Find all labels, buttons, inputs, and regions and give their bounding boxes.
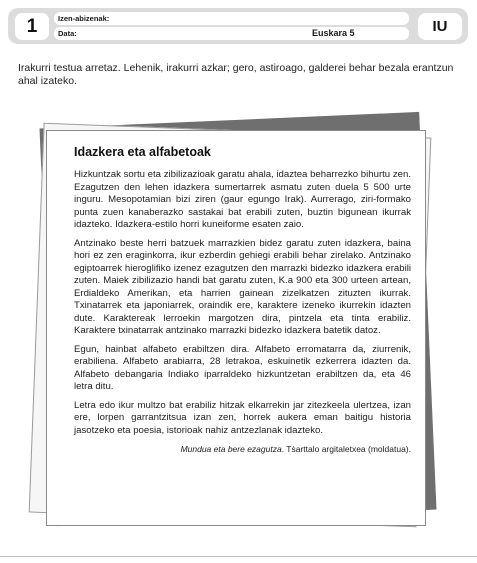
instruction-text: Irakurri testua arretaz. Lehenik, irakurri azkar; gero, astiroago, galderei behar bezala erantzun ahal izateko.	[18, 62, 454, 87]
subject-label: Euskara 5	[312, 28, 355, 38]
worksheet-header	[8, 8, 468, 44]
name-field[interactable]	[54, 12, 409, 25]
article-paragraph-3: Egun, hainbat alfabeto erabiltzen dira. Alfabeto erromatarra da, ziurrenik, erabiliena. Alfabeto arabiarra, 28 letrakoa, eskuinetik ezkerrera idazten da. Alfabeto debangaria Indiako iparraldeko hizkuntzetan erabiltzen da, eta 46 letra ditu.	[74, 343, 411, 392]
article-paragraph-4: Letra edo ikur multzo bat erabiliz hitzak elkarrekin jar zitezkeela ulertzea, izan ere, lorpen garrantzitsua izan zen, horrek aukera eman baitigu historia jasotzeko eta poesia, istorioak nahiz antzezlanak idazteko.	[74, 399, 411, 436]
reading-card	[46, 130, 426, 526]
article-title: Idazkera eta alfabetoak	[74, 145, 211, 159]
page-divider	[0, 556, 477, 557]
date-label: Data:	[58, 29, 77, 38]
source-publisher: . Tṡarttalo argitaletxea (moldatua).	[281, 444, 411, 454]
article-paragraph-1: Hizkuntzak sortu eta zibilizazioak garatu ahala, idaztea beharrezko bihurtu zen. Ezagutzen den lehen idazkera sumertarrek asmatu zuten duela 5 500 urte inguru. Mesopotamian bizi ziren (gaur egungo Irak). Aurrerago, ziri-formako punta zuen kanaberazko sastakai bat erabili zuten, buztin bigunean ikurrak idazteko. Idazkera-estilo horri kuneiforme esaten zaio.	[74, 169, 411, 230]
date-field[interactable]	[54, 27, 409, 40]
exercise-number: 1	[15, 13, 49, 40]
name-label: Izen-abizenak:	[58, 14, 110, 23]
source-title: Mundua eta bere ezagutza	[180, 444, 282, 454]
article-paragraph-2: Antzinako beste herri batzuek marrazkien bidez garatu zuten idazkera, baina hori ez zen eraginkorra, ikur ezberdin gehiegi erabili behar zirelako. Antzinako egiptoarrek hieroglifiko izenez ezagutzen den marrazki bidezko idazkera erabili zuten. Maiek zibilizazio handi bat garatu zuten, K.a 900 eta 300 urteen artean, Erdialdeko Amerikan, eta harrien gainean zizelkatzen zituzten ikurrak. Txinatarrek eta japoniarrek, oraindik ere, karaktere izeneko ikurrekin idazten dute. Karaktereak lerroekin margotzen dira, pintzela eta tinta erabiliz. Karaktere txinatarrak antzinako marrazki bidezko idazkera batetik datoz.	[74, 237, 411, 336]
level-badge: IU	[418, 13, 462, 40]
article-source	[74, 444, 411, 454]
